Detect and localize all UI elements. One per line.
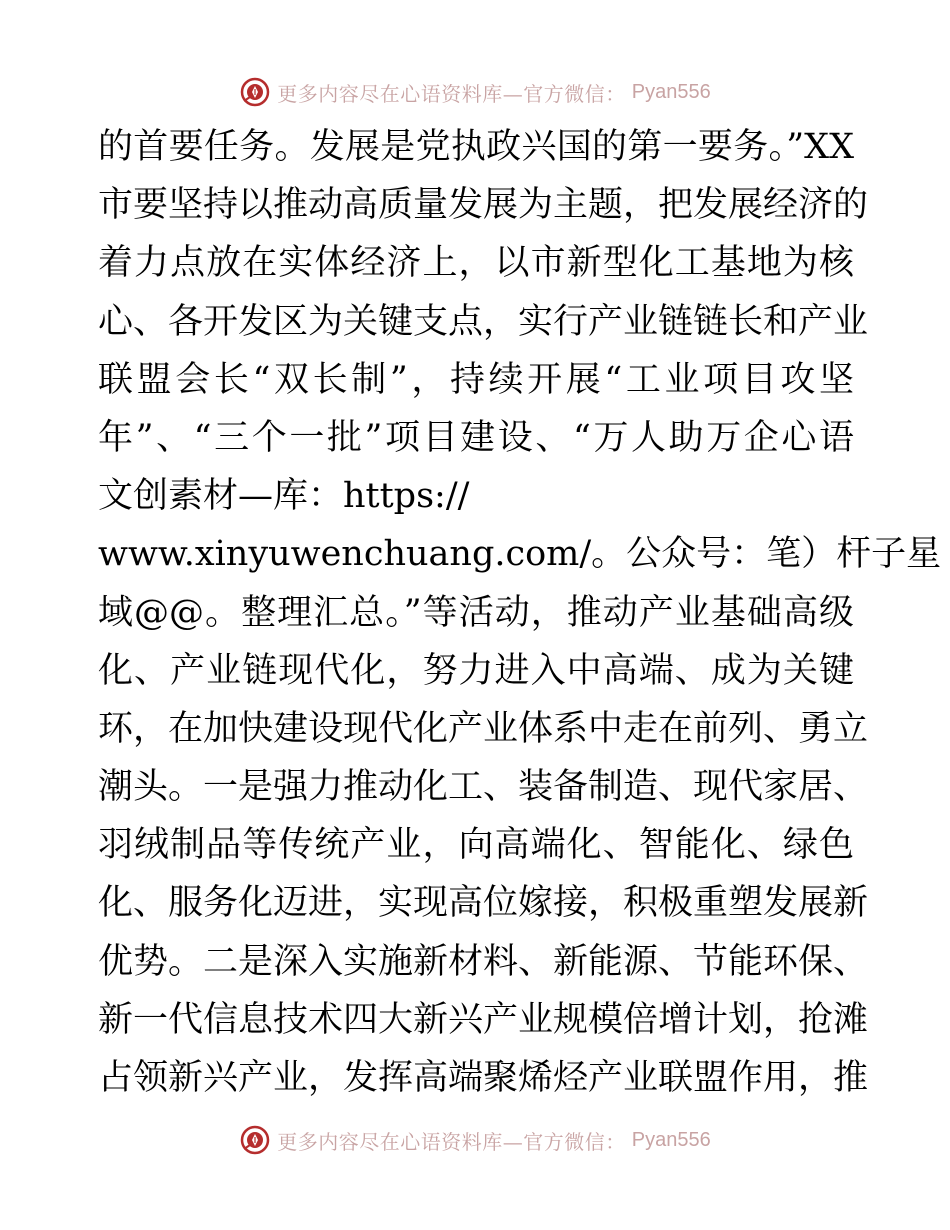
body-line: 优势。二是深入实施新材料、新能源、节能环保、: [98, 941, 869, 982]
body-line: 心、各开发区为关键支点，实行产业链链长和产业: [98, 301, 869, 342]
banner-text: 更多内容尽在心语资料库—官方微信：: [277, 81, 626, 106]
body-line: 化、产业链现代化，努力进入中高端、成为关键: [98, 650, 854, 691]
body-line: 文创素材—库：https://: [98, 476, 470, 517]
banner-text: 更多内容尽在心语资料库—官方微信：: [277, 1129, 626, 1154]
wechat-id: Pyan556: [631, 1128, 711, 1151]
body-line: 环，在加快建设现代化产业体系中走在前列、勇立: [98, 708, 869, 749]
body-line: 市要坚持以推动高质量发展为主题，把发展经济的: [98, 185, 869, 226]
body-line: 潮头。一是强力推动化工、装备制造、现代家居、: [98, 767, 869, 808]
document-body: [98, 118, 942, 1107]
body-line: 化、服务化迈进，实现高位嫁接，积极重塑发展新: [98, 883, 869, 924]
wechat-id: Pyan556: [631, 80, 711, 103]
body-line: 联盟会长“双长制”，持续开展“工业项目攻坚: [98, 359, 854, 400]
body-line: 的首要任务。发展是党执政兴国的第一要务。”XX: [98, 127, 854, 167]
body-line: 着力点放在实体经济上，以市新型化工基地为核: [98, 243, 854, 284]
body-line: 羽绒制品等传统产业，向高端化、智能化、绿色: [98, 825, 854, 866]
body-line: www.xinyuwenchuang.com/。公众号：笔）杆子星: [98, 534, 942, 575]
body-line: 新一代信息技术四大新兴产业规模倍增计划，抢滩: [98, 999, 869, 1040]
pen-nib-seal-icon: [239, 1124, 271, 1156]
pen-nib-seal-icon: [239, 76, 271, 108]
body-line: 占领新兴产业，发挥高端聚烯烃产业联盟作用，推: [98, 1058, 869, 1098]
body-line: 域@@。整理汇总。”等活动，推动产业基础高级: [98, 592, 854, 633]
footer-banner: [0, 1120, 950, 1160]
body-line: 年”、“三个一批”项目建设、“万人助万企心语: [98, 417, 854, 458]
header-banner: [0, 72, 950, 112]
